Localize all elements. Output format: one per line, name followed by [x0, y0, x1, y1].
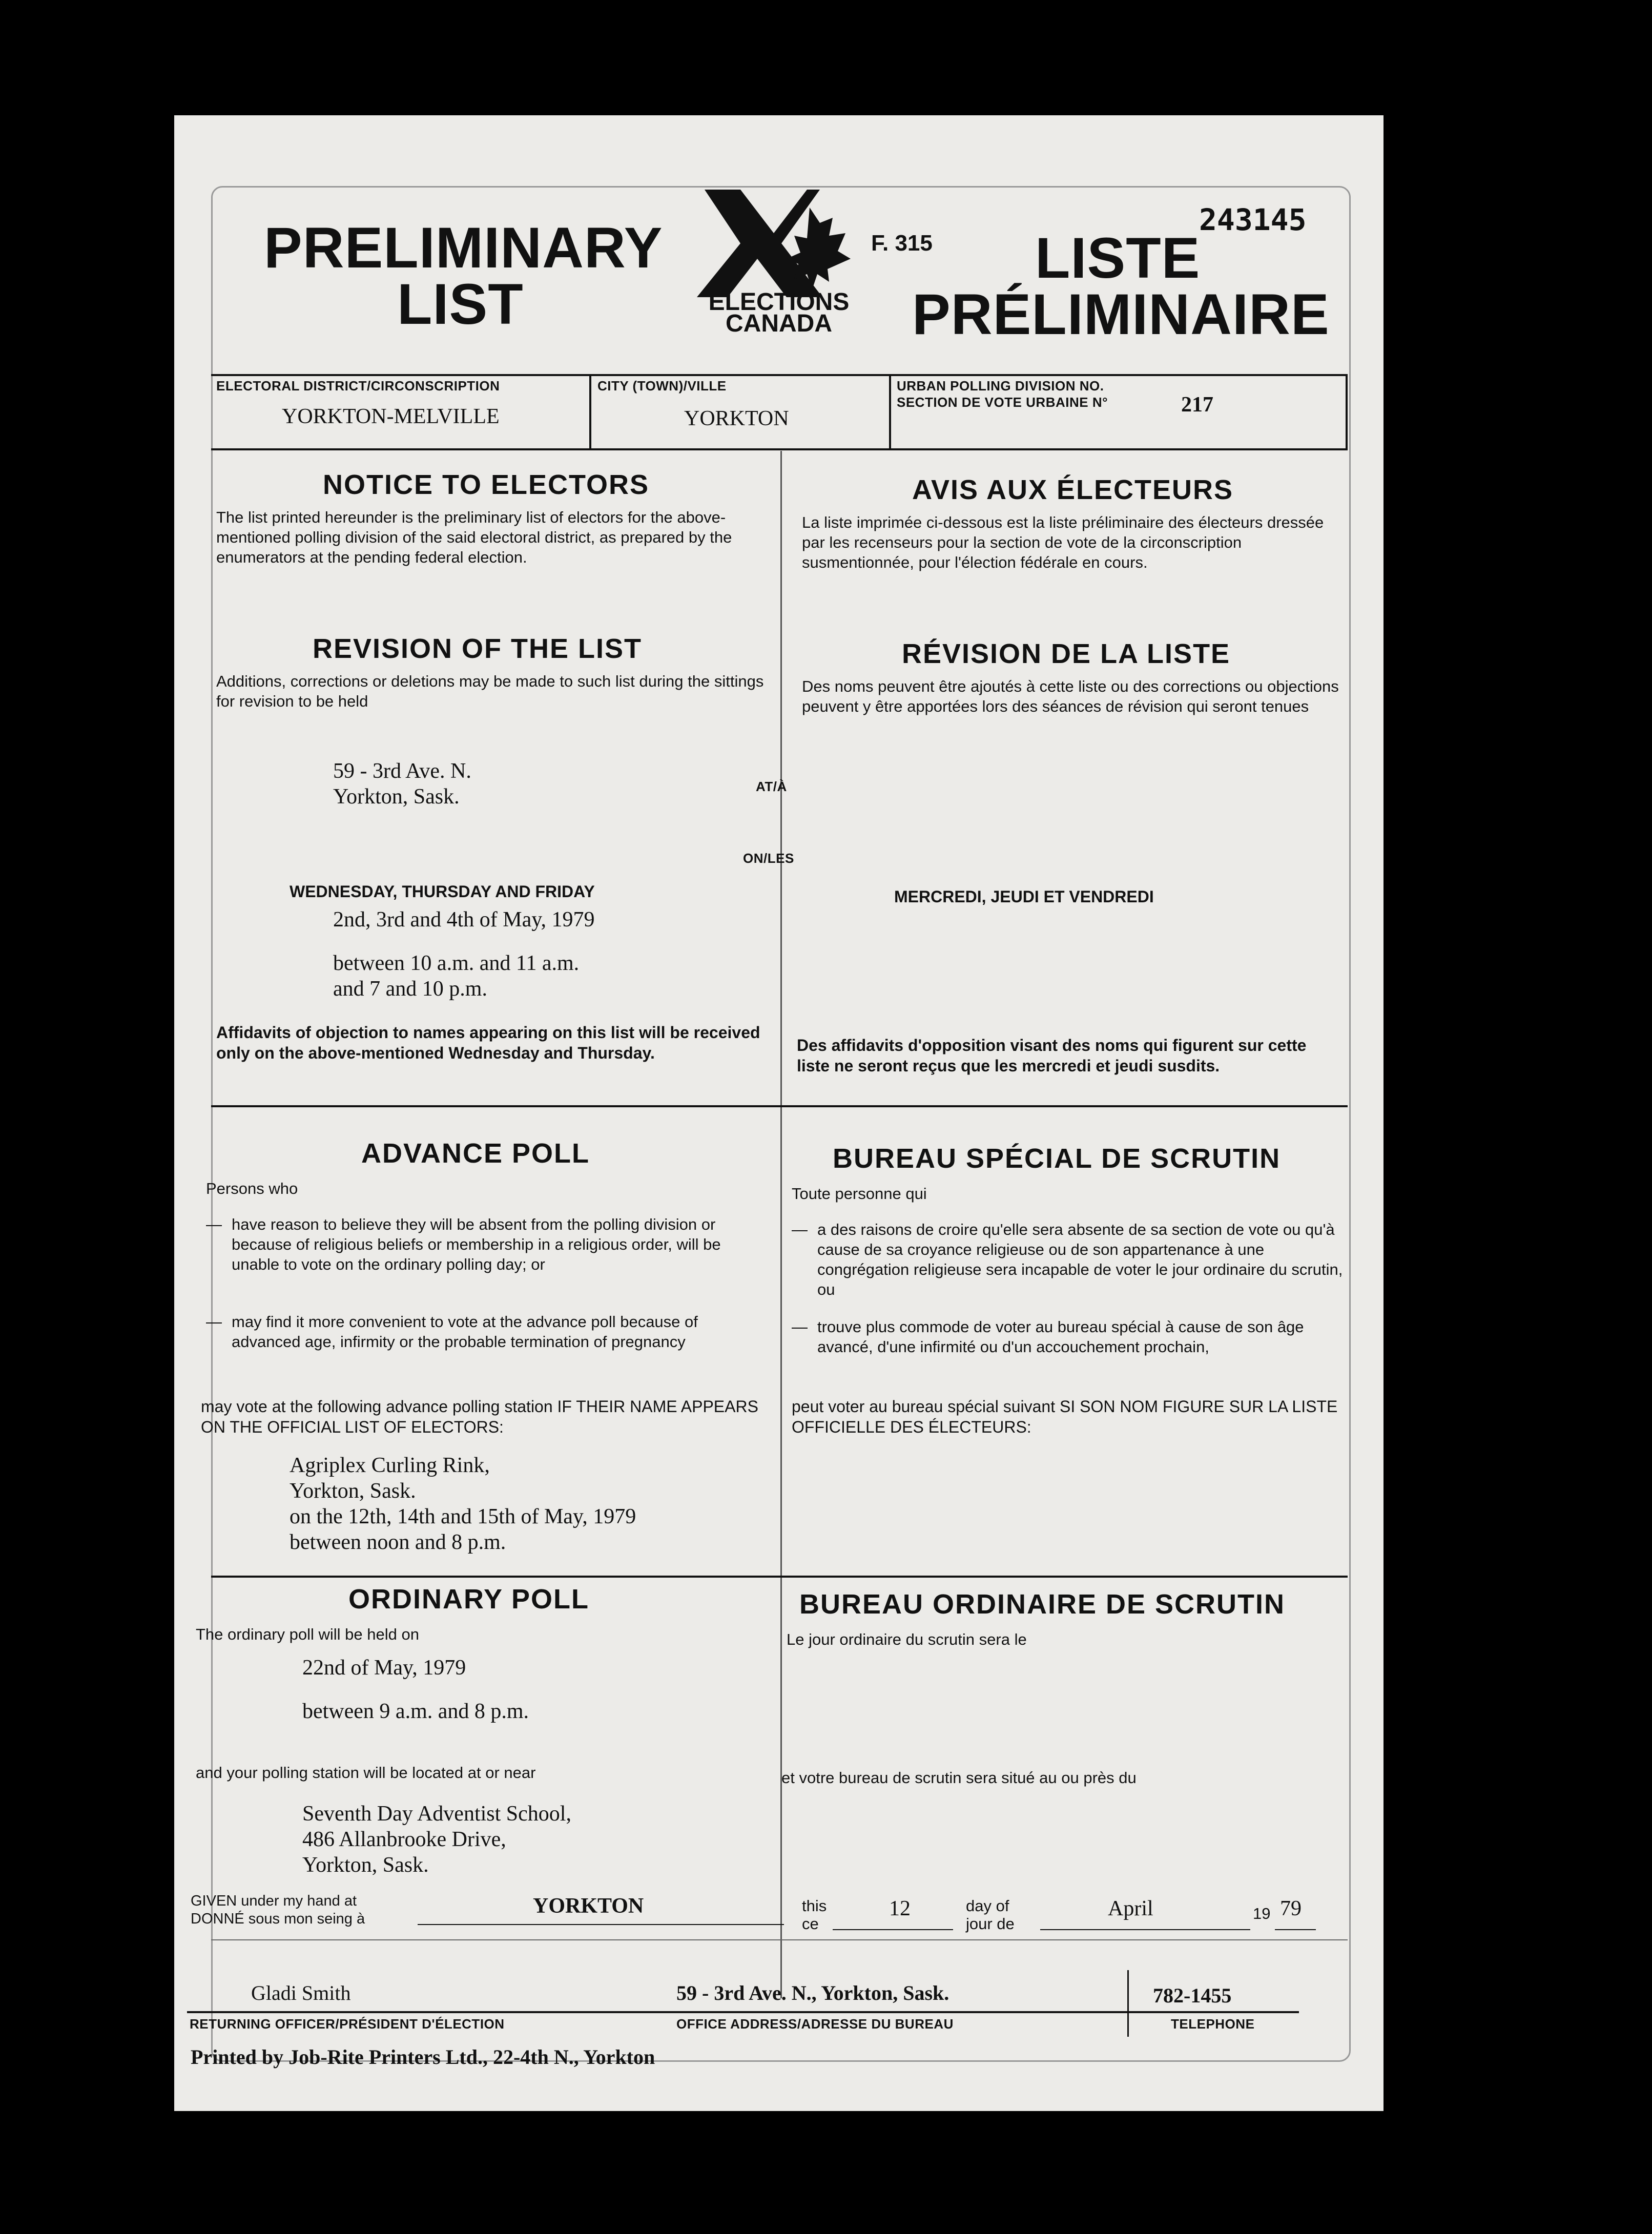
affidavit-en: Affidavits of objection to names appearing on this list will be received only on the above-mentioned Wednesday and Thursday. — [216, 1023, 760, 1062]
title-en-line1: PRELIMINARY — [264, 216, 663, 280]
given-month: April — [1108, 1897, 1153, 1920]
form-number: F. 315 — [871, 231, 933, 256]
days-fr: MERCREDI, JEUDI ET VENDREDI — [894, 887, 1154, 906]
revision-text-en: Additions, corrections or deletions may be made to such list during the sittings for revision to be held — [216, 672, 764, 710]
advance-bullet-en-2: — — [206, 1313, 222, 1331]
affidavit-fr: Des affidavits d'opposition visant des noms qui figurent sur cette liste ne seront reçus que les mercredi et jeudi susdits. — [797, 1036, 1307, 1075]
logo-text-line1: ELECTIONS — [708, 288, 850, 316]
ordinary-title-en: ORDINARY POLL — [348, 1584, 590, 1615]
given-en: GIVEN under my hand at — [191, 1893, 357, 1909]
printer-line: Printed by Job-Rite Printers Ltd., 22-4th N., Yorkton — [191, 2045, 655, 2068]
elections-canada-logo — [692, 187, 866, 336]
day-of-en: day of — [966, 1897, 1009, 1915]
notice-text-en: The list printed hereunder is the preliminary list of electors for the above-mentioned polling division of the said electoral district, as prepared by the enumerators at the pending federal election. — [216, 508, 732, 566]
advance-title-fr: BUREAU SPÉCIAL DE SCRUTIN — [833, 1143, 1281, 1174]
advance-item1-en: have reason to believe they will be absent from the polling division or because of religious beliefs or membership in a religious order, will be unable to vote on the ordinary polling day; or — [232, 1215, 721, 1273]
advance-place-1: Agriplex Curling Rink, — [290, 1454, 490, 1477]
advance-item2-fr: trouve plus commode de voter au bureau spécial à cause de son âge avancé, d'une infirmité ou d'un accouchement prochain, — [817, 1318, 1304, 1356]
at-label: AT/À — [756, 779, 787, 794]
title-fr-line2: PRÉLIMINAIRE — [912, 282, 1330, 346]
advance-item2-en: may find it more convenient to vote at the advance poll because of advanced age, infirmity or the probable termination of pregnancy — [232, 1313, 698, 1351]
telephone-number: 782-1455 — [1153, 1984, 1232, 2007]
title-fr-line1: LISTE — [1035, 226, 1201, 290]
revision-address-2: Yorkton, Sask. — [333, 785, 460, 809]
advance-persons-fr: Toute personne qui — [792, 1185, 927, 1203]
year-suffix: 79 — [1280, 1897, 1302, 1920]
district-label: ELECTORAL DISTRICT/CIRCONSCRIPTION — [216, 378, 500, 394]
revision-address-1: 59 - 3rd Ave. N. — [333, 759, 471, 783]
revision-dates: 2nd, 3rd and 4th of May, 1979 — [333, 908, 595, 932]
advance-may-vote-en: may vote at the following advance polling station IF THEIR NAME APPEARS ON THE OFFICIAL LIST OF ELECTORS: — [201, 1397, 758, 1436]
given-day: 12 — [889, 1897, 911, 1920]
telephone-caption: TELEPHONE — [1171, 2016, 1255, 2032]
given-fr: DONNÉ sous mon seing à — [191, 1911, 365, 1927]
district-value: YORKTON-MELVILLE — [282, 405, 500, 428]
ordinary-place-1: Seventh Day Adventist School, — [302, 1802, 571, 1826]
city-label: CITY (TOWN)/VILLE — [597, 378, 727, 394]
this-en: this — [802, 1897, 827, 1915]
ordinary-hours: between 9 a.m. and 8 p.m. — [302, 1700, 529, 1723]
revision-text-fr: Des noms peuvent être ajoutés à cette liste ou des corrections ou objections peuvent y être apportées lors des séances de révision qui seront tenues — [802, 677, 1339, 715]
ordinary-held-fr: Le jour ordinaire du scrutin sera le — [787, 1630, 1027, 1648]
advance-bullet-fr-2: — — [792, 1318, 808, 1336]
advance-bullet-en-1: — — [206, 1215, 222, 1233]
advance-place-4: between noon and 8 p.m. — [290, 1530, 506, 1554]
advance-place-3: on the 12th, 14th and 15th of May, 1979 — [290, 1505, 636, 1528]
advance-item1-fr: a des raisons de croire qu'elle sera absente de sa section de vote ou qu'à cause de sa croyance religieuse ou de son appartenance à une congrégation religieuse sera incapable de voter le jour ordinaire du scrutin, ou — [817, 1221, 1343, 1298]
city-value: YORKTON — [684, 407, 789, 430]
advance-may-vote-fr: peut voter au bureau spécial suivant SI SON NOM FIGURE SUR LA LISTE OFFICIELLE DES ÉLECTEURS: — [792, 1397, 1338, 1436]
ordinary-place-2: 486 Allanbrooke Drive, — [302, 1828, 506, 1851]
officer-caption: RETURNING OFFICER/PRÉSIDENT D'ÉLECTION — [190, 2016, 505, 2032]
this-fr: ce — [802, 1915, 819, 1933]
revision-hours-2: and 7 and 10 p.m. — [333, 977, 487, 1001]
office-caption: OFFICE ADDRESS/ADRESSE DU BUREAU — [676, 2016, 954, 2032]
revision-title-fr: RÉVISION DE LA LISTE — [902, 638, 1231, 669]
division-value: 217 — [1181, 393, 1213, 417]
ordinary-title-fr: BUREAU ORDINAIRE DE SCRUTIN — [799, 1589, 1286, 1620]
revision-title-en: REVISION OF THE LIST — [313, 633, 643, 664]
notice-title-en: NOTICE TO ELECTORS — [323, 469, 650, 500]
ordinary-place-3: Yorkton, Sask. — [302, 1853, 429, 1877]
notice-text-fr: La liste imprimée ci-dessous est la liste préliminaire des électeurs dressée par les recenseurs pour la section de vote de la circonscription susmentionnée, pour l'élection fédérale en cours. — [802, 513, 1324, 571]
office-address: 59 - 3rd Ave. N., Yorkton, Sask. — [676, 1981, 949, 2004]
advance-bullet-fr-1: — — [792, 1221, 808, 1238]
ordinary-date: 22nd of May, 1979 — [302, 1656, 466, 1680]
division-label-1: URBAN POLLING DIVISION NO. — [897, 378, 1104, 394]
given-place: YORKTON — [533, 1894, 644, 1918]
days-en: WEDNESDAY, THURSDAY AND FRIDAY — [290, 882, 595, 901]
advance-title-en: ADVANCE POLL — [361, 1138, 590, 1169]
notice-title-fr: AVIS AUX ÉLECTEURS — [912, 474, 1234, 505]
title-en-line2: LIST — [397, 272, 524, 336]
on-label: ON/LES — [743, 851, 794, 866]
year-prefix: 19 — [1253, 1905, 1271, 1922]
revision-hours-1: between 10 a.m. and 11 a.m. — [333, 951, 580, 975]
ordinary-station-en: and your polling station will be located at or near — [196, 1764, 536, 1782]
logo-text-line2: CANADA — [726, 310, 832, 336]
document-page — [174, 115, 1383, 2111]
advance-place-2: Yorkton, Sask. — [290, 1479, 416, 1503]
advance-persons-en: Persons who — [206, 1180, 298, 1197]
serial-number: 243145 — [1199, 202, 1307, 237]
division-label-2: SECTION DE VOTE URBAINE N° — [897, 395, 1108, 410]
ordinary-station-fr: et votre bureau de scrutin sera situé au ou près du — [781, 1769, 1137, 1787]
officer-name: Gladi Smith — [251, 1981, 351, 2004]
ordinary-held-en: The ordinary poll will be held on — [196, 1625, 419, 1643]
day-of-fr: jour de — [966, 1915, 1015, 1933]
